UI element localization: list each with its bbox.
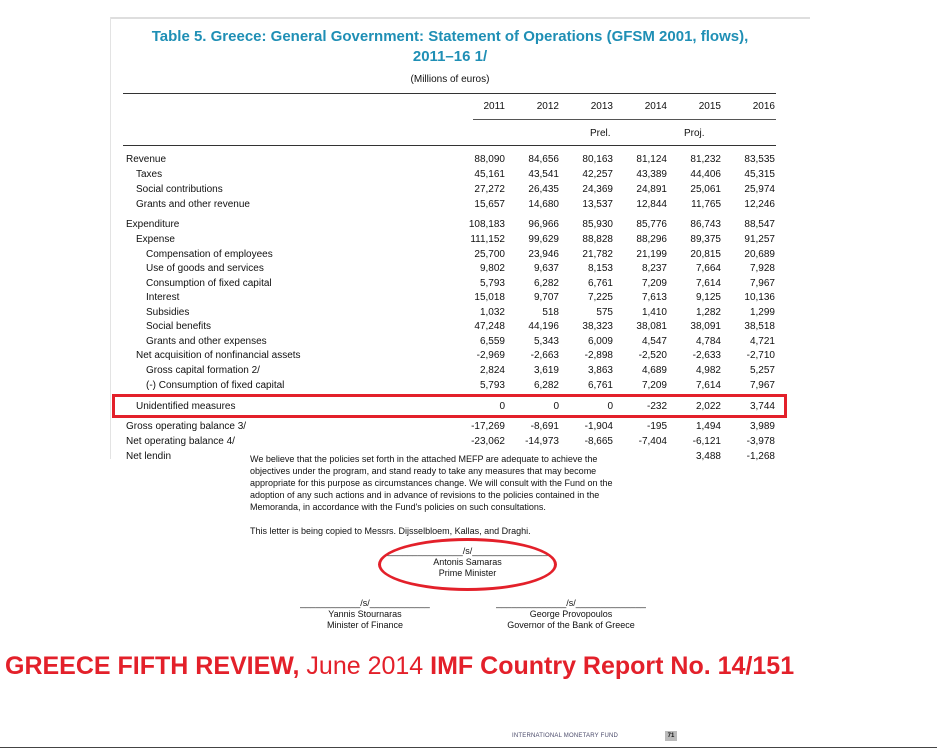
row-value: 96,966 — [528, 219, 559, 230]
row-value: 7,209 — [641, 278, 667, 289]
row-value: 12,246 — [744, 199, 775, 210]
table-row — [0, 218, 937, 232]
caption-date: June 2014 — [299, 652, 431, 680]
table-row — [0, 435, 937, 449]
row-value: 99,629 — [528, 234, 559, 245]
row-value: 88,828 — [582, 234, 613, 245]
footer-rule — [0, 747, 937, 748]
letter-copy-line: This letter is being copied to Messrs. Dijsselbloem, Kallas, and Draghi. — [250, 526, 531, 536]
row-value: 4,784 — [695, 336, 721, 347]
row-value: -3,978 — [746, 436, 775, 447]
table-title: Table 5. Greece: General Government: Statement of Operations (GFSM 2001, flows), — [151, 28, 749, 45]
row-label: Net lendin — [126, 451, 172, 462]
row-value: 86,743 — [690, 219, 721, 230]
table-row — [0, 335, 937, 349]
row-label: Social contributions — [136, 184, 223, 195]
row-value: -2,969 — [476, 350, 505, 361]
row-value: -2,663 — [530, 350, 559, 361]
row-value: 2,022 — [695, 401, 721, 412]
row-value: 85,930 — [582, 219, 613, 230]
row-value: 7,225 — [587, 292, 613, 303]
row-value: 1,282 — [695, 307, 721, 318]
row-value: 21,782 — [582, 249, 613, 260]
row-value: 47,248 — [474, 321, 505, 332]
row-value: 25,974 — [744, 184, 775, 195]
row-value: 5,793 — [479, 380, 505, 391]
row-value: 89,375 — [690, 234, 721, 245]
unidentified-measures-highlight — [112, 394, 787, 418]
row-value: 5,343 — [533, 336, 559, 347]
row-label: Gross operating balance 3/ — [126, 421, 247, 432]
row-value: 38,081 — [636, 321, 667, 332]
row-value: 11,765 — [691, 199, 721, 210]
table-row — [0, 320, 937, 334]
year-header-cell: 2012 — [536, 101, 559, 112]
row-value: 21,199 — [636, 249, 667, 260]
row-value: -17,269 — [471, 421, 505, 432]
row-value: 24,891 — [636, 184, 667, 195]
row-value: 15,657 — [474, 199, 505, 210]
table-units: (Millions of euros) — [410, 74, 490, 85]
row-value: 81,232 — [690, 154, 721, 165]
prel-note: Prel. — [590, 128, 611, 139]
row-value: 0 — [607, 401, 613, 412]
proj-note: Proj. — [684, 128, 705, 139]
row-value: 5,793 — [479, 278, 505, 289]
row-label: (-) Consumption of fixed capital — [146, 380, 285, 391]
row-value: 0 — [553, 401, 559, 412]
row-value: -7,404 — [638, 436, 667, 447]
table-row — [0, 248, 937, 262]
row-label: Expenditure — [126, 219, 180, 230]
row-value: 5,257 — [749, 365, 775, 376]
footer-page-number: 71 — [665, 731, 677, 741]
signature-bank-governor — [490, 598, 652, 631]
row-value: 7,664 — [695, 263, 721, 274]
row-value: 1,494 — [695, 421, 721, 432]
row-value: 88,547 — [744, 219, 775, 230]
row-value: -2,710 — [746, 350, 775, 361]
row-value: 575 — [596, 307, 613, 318]
row-value: 3,989 — [749, 421, 775, 432]
row-value: 6,009 — [587, 336, 613, 347]
signature-mark: ____________/s/____________ — [300, 598, 430, 608]
row-label: Subsidies — [146, 307, 190, 318]
row-label: Taxes — [136, 169, 163, 180]
row-value: 10,136 — [744, 292, 775, 303]
table-row — [0, 306, 937, 320]
row-value: 108,183 — [468, 219, 505, 230]
row-value: 7,614 — [695, 278, 721, 289]
row-value: 7,967 — [749, 278, 775, 289]
table-row — [0, 420, 937, 434]
row-value: 20,689 — [744, 249, 775, 260]
row-label: Revenue — [126, 154, 167, 165]
year-header-cell: 2016 — [752, 101, 775, 112]
row-value: 80,163 — [582, 154, 613, 165]
row-value: -6,121 — [692, 436, 721, 447]
row-value: 6,761 — [587, 380, 613, 391]
row-value: 3,488 — [695, 451, 721, 462]
row-value: 7,928 — [749, 263, 775, 274]
table-row — [0, 183, 937, 197]
row-value: -1,268 — [746, 451, 775, 462]
row-value: 14,680 — [528, 199, 559, 210]
row-value: -8,691 — [530, 421, 559, 432]
caption-report: IMF Country Report No. 14/151 — [430, 652, 795, 680]
row-value: 518 — [542, 307, 559, 318]
table-top-rule — [123, 93, 776, 94]
row-value: 23,946 — [528, 249, 559, 260]
row-value: 1,299 — [749, 307, 775, 318]
year-header-cell: 2011 — [483, 101, 505, 112]
row-value: 4,982 — [695, 365, 721, 376]
row-value: 25,061 — [690, 184, 721, 195]
row-value: 3,863 — [587, 365, 613, 376]
letter-line: adoption of any such actions and in advance of revisions to the policies contained in the — [250, 490, 600, 500]
row-value: -232 — [646, 401, 667, 412]
row-label: Net acquisition of nonfinancial assets — [136, 350, 301, 361]
row-value: 1,032 — [479, 307, 505, 318]
row-value: 24,369 — [582, 184, 613, 195]
row-value: 1,410 — [641, 307, 667, 318]
row-value: 83,535 — [744, 154, 775, 165]
row-value: 7,614 — [695, 380, 721, 391]
row-value: 88,090 — [474, 154, 505, 165]
row-value: 9,637 — [533, 263, 559, 274]
letter-line: Memoranda, in accordance with the Fund's policies on such consultations. — [250, 502, 546, 512]
table-row — [0, 349, 937, 363]
row-value: 6,761 — [587, 278, 613, 289]
row-value: 7,613 — [641, 292, 667, 303]
row-value: -8,665 — [584, 436, 613, 447]
signatory-name: Antonis Samaras — [433, 557, 502, 567]
letter-line: appropriate for this purpose as circumstances change. We will consult with the Fund on the — [250, 478, 613, 488]
row-label: Social benefits — [146, 321, 212, 332]
table-row — [0, 262, 937, 276]
row-value: 6,282 — [533, 278, 559, 289]
row-label: Grants and other expenses — [146, 336, 267, 347]
row-value: 4,721 — [749, 336, 775, 347]
row-value: 13,537 — [582, 199, 613, 210]
row-value: 45,315 — [744, 169, 775, 180]
signatory-title: Governor of the Bank of Greece — [507, 620, 635, 630]
signature-mark: ______________/s/______________ — [496, 598, 646, 608]
row-value: 27,272 — [474, 184, 505, 195]
row-value: 43,541 — [528, 169, 559, 180]
header-bottom-rule — [123, 145, 776, 146]
row-value: 7,967 — [749, 380, 775, 391]
row-value: 0 — [499, 401, 505, 412]
row-value: -195 — [646, 421, 667, 432]
row-value: -2,898 — [584, 350, 613, 361]
letter-line: We believe that the policies set forth in the attached MEFP are adequate to achieve the — [250, 454, 598, 464]
table-row — [0, 364, 937, 378]
signature-finance-minister — [285, 598, 445, 631]
signatory-title: Minister of Finance — [326, 620, 404, 630]
year-header-cell: 2013 — [590, 101, 613, 112]
row-label: Unidentified measures — [136, 401, 236, 412]
table-row — [0, 198, 937, 212]
signatory-name: George Provopoulos — [529, 609, 613, 619]
row-value: 9,707 — [533, 292, 559, 303]
table-row — [0, 153, 937, 167]
row-label: Use of goods and services — [146, 263, 264, 274]
row-value: 81,124 — [636, 154, 667, 165]
year-header-rule — [473, 119, 776, 120]
row-value: -2,520 — [638, 350, 667, 361]
row-label: Consumption of fixed capital — [146, 278, 272, 289]
row-value: 84,656 — [528, 154, 559, 165]
row-value: 91,257 — [744, 234, 775, 245]
table-row — [0, 233, 937, 247]
row-label: Net operating balance 4/ — [126, 436, 235, 447]
row-value: -1,904 — [584, 421, 613, 432]
row-value: 15,018 — [474, 292, 505, 303]
row-value: -14,973 — [525, 436, 559, 447]
table-row — [0, 379, 937, 393]
row-value: 4,547 — [641, 336, 667, 347]
row-value: 42,257 — [582, 169, 613, 180]
row-value: 25,700 — [474, 249, 505, 260]
table-title-years: 2011–16 1/ — [412, 48, 488, 65]
year-header-cell: 2015 — [698, 101, 721, 112]
row-value: 38,091 — [690, 321, 721, 332]
signature-mark: _______________/s/_______________ — [387, 546, 548, 556]
row-value: 12,844 — [636, 199, 667, 210]
row-value: 45,161 — [474, 169, 505, 180]
row-value: 3,744 — [749, 401, 775, 412]
row-label: Compensation of employees — [146, 249, 273, 260]
row-value: 20,815 — [690, 249, 721, 260]
row-value: 6,282 — [533, 380, 559, 391]
row-value: 88,296 — [636, 234, 667, 245]
prime-minister-highlight — [378, 538, 557, 591]
row-label: Gross capital formation 2/ — [146, 365, 260, 376]
table-row — [0, 168, 937, 182]
year-header-cell: 2014 — [644, 101, 667, 112]
row-value: 8,153 — [587, 263, 613, 274]
row-value: 44,196 — [528, 321, 559, 332]
slide-caption — [5, 651, 930, 681]
row-value: 38,518 — [744, 321, 775, 332]
row-value: 43,389 — [636, 169, 667, 180]
row-value: 9,125 — [695, 292, 721, 303]
page-top-border — [110, 17, 810, 19]
table-row — [0, 277, 937, 291]
table-row — [0, 291, 937, 305]
row-value: 2,824 — [479, 365, 505, 376]
footer-org: INTERNATIONAL MONETARY FUND — [512, 733, 619, 739]
row-value: 7,209 — [641, 380, 667, 391]
row-value: 44,406 — [690, 169, 721, 180]
row-value: 111,152 — [470, 234, 505, 245]
row-value: 4,689 — [641, 365, 667, 376]
row-value: 85,776 — [636, 219, 667, 230]
letter-line: objectives under the program, and stand ready to take any measures that may become — [250, 466, 597, 476]
row-value: 6,559 — [479, 336, 505, 347]
row-value: 8,237 — [641, 263, 667, 274]
signatory-name: Yannis Stournaras — [328, 609, 402, 619]
row-value: 38,323 — [582, 321, 613, 332]
caption-review: GREECE FIFTH REVIEW, — [5, 652, 300, 680]
row-value: 3,619 — [533, 365, 559, 376]
row-label: Grants and other revenue — [136, 199, 250, 210]
row-value: 9,802 — [479, 263, 505, 274]
row-value: 26,435 — [528, 184, 559, 195]
row-value: -2,633 — [692, 350, 721, 361]
signatory-title: Prime Minister — [438, 568, 497, 578]
row-value: -23,062 — [471, 436, 505, 447]
row-label: Expense — [136, 234, 175, 245]
row-label: Interest — [146, 292, 180, 303]
